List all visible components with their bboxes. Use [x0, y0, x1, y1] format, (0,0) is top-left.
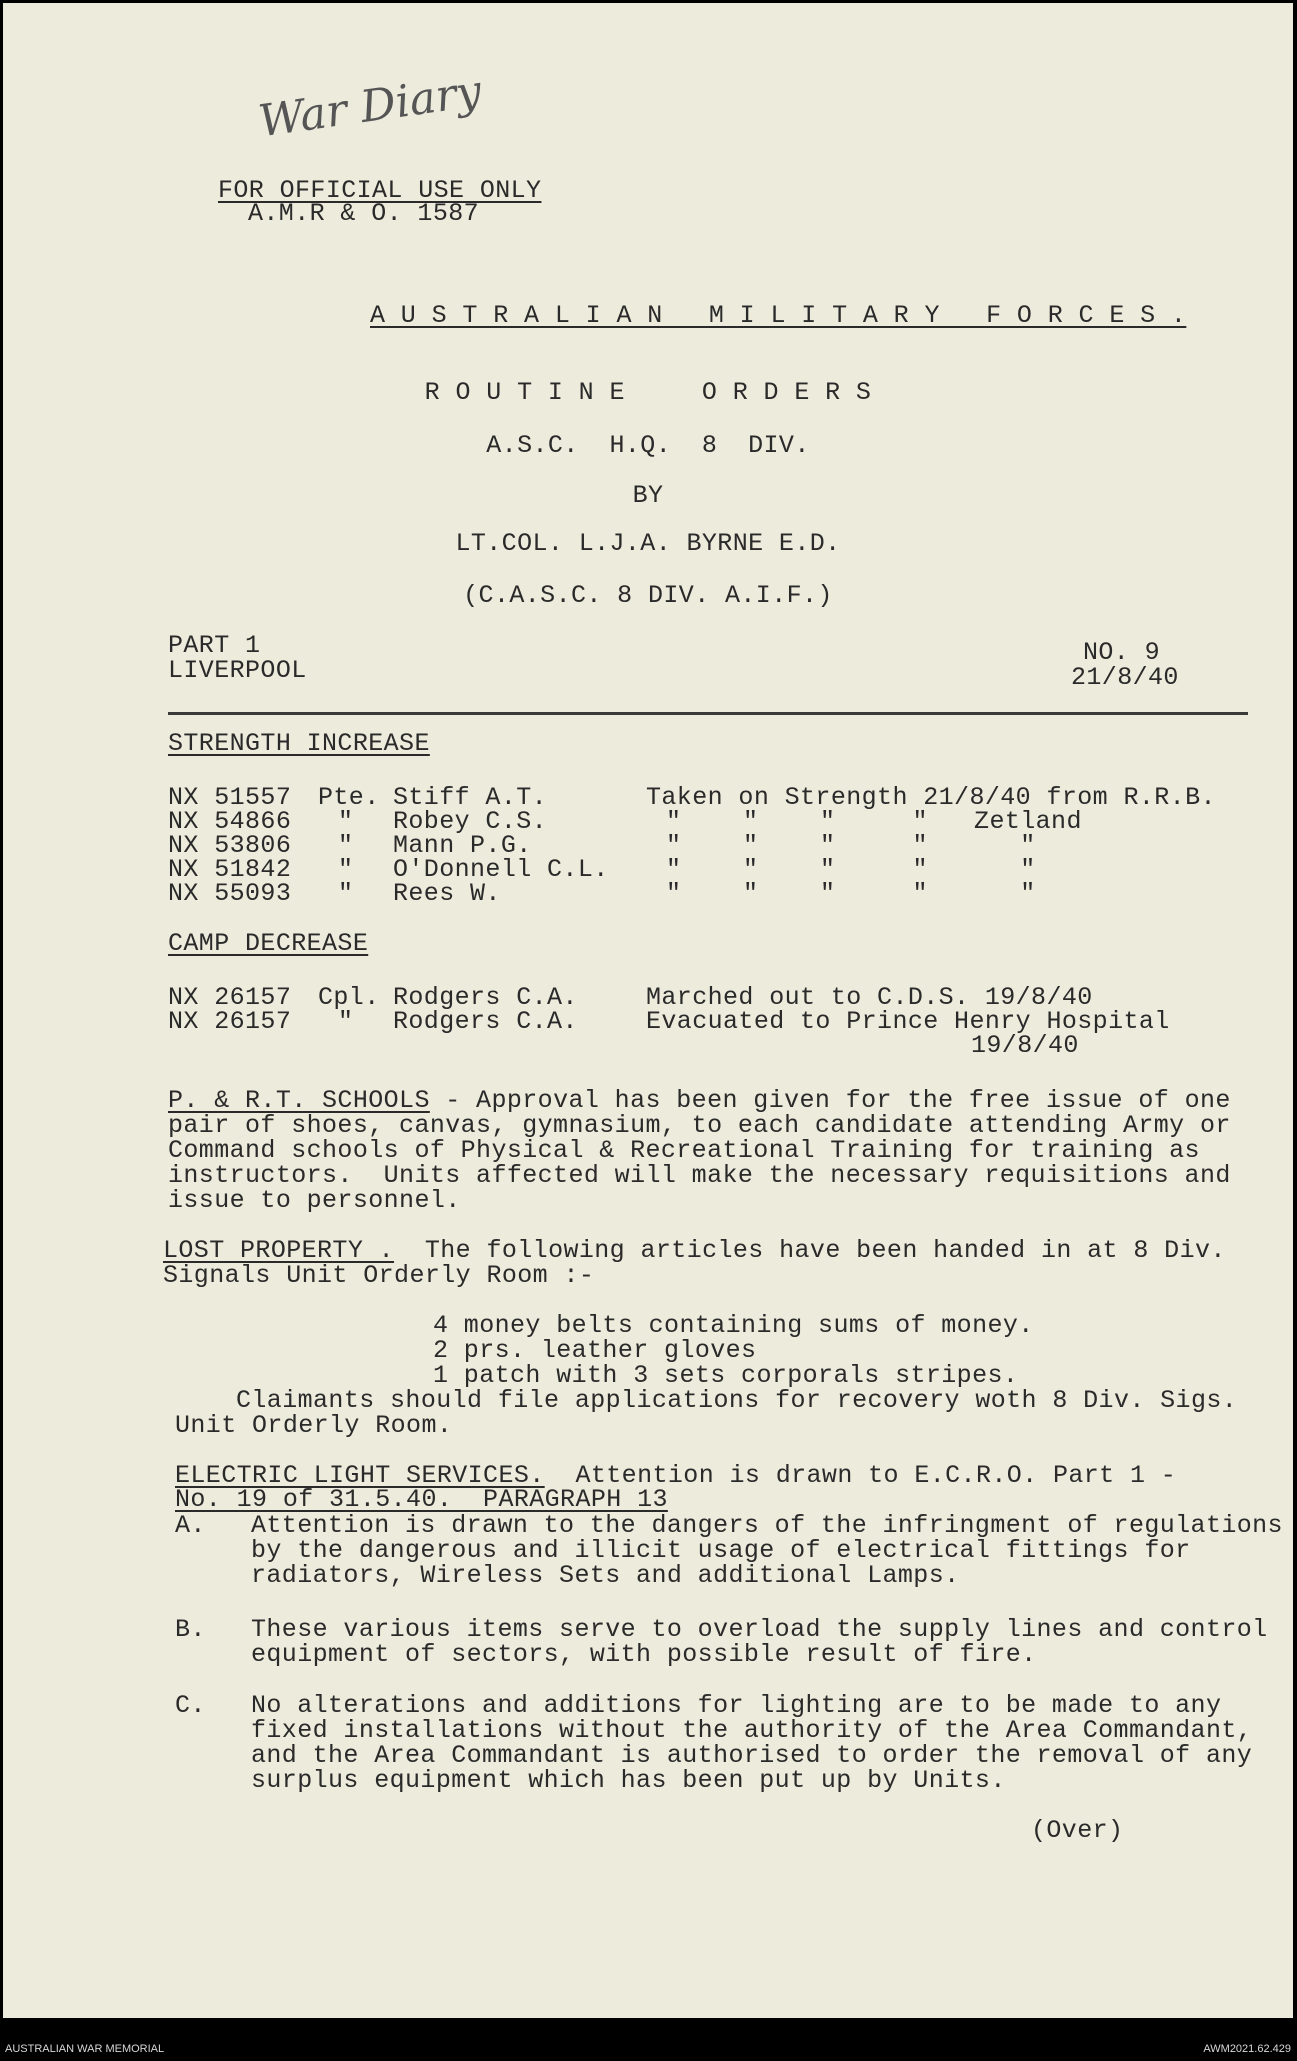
- service-number: NX 53806: [168, 831, 292, 860]
- rank: Pte.: [318, 783, 380, 812]
- rank: ": [338, 807, 354, 836]
- command-line: (C.A.S.C. 8 DIV. A.I.F.): [463, 581, 833, 610]
- rank: ": [338, 831, 354, 860]
- service-number: NX 26157: [168, 1007, 292, 1036]
- rank: Cpl.: [318, 983, 380, 1012]
- paragraph-line: Command schools of Physical & Recreational Training for training as: [168, 1136, 1200, 1165]
- paragraph-line: Claimants should file applications for recovery woth 8 Div. Sigs.: [236, 1386, 1238, 1415]
- paragraph-line: instructors. Units affected will make the necessary requisitions and: [168, 1161, 1231, 1190]
- paragraph-line: The following articles have been handed in at 8 Div.: [394, 1236, 1226, 1265]
- handwritten-note: War Diary: [255, 65, 485, 148]
- remark: " " " " ": [666, 879, 1036, 908]
- list-item: 4 money belts containing sums of money.: [433, 1311, 1034, 1340]
- para-letter: C.: [175, 1691, 206, 1720]
- part-label: PART 1: [168, 631, 261, 660]
- amr-reference: A.M.R & O. 1587: [248, 199, 480, 228]
- divider-rule: [168, 712, 1248, 715]
- unit-title: A.S.C. H.Q. 8 DIV.: [486, 431, 810, 460]
- paragraph-line: - Approval has been given for the free issue of one: [429, 1086, 1231, 1115]
- routine-orders-title: R O U T I N E O R D E R S: [424, 378, 872, 407]
- para-letter: B.: [175, 1615, 206, 1644]
- paragraph-line: These various items serve to overload the supply lines and control: [251, 1615, 1268, 1644]
- remark: Taken on Strength 21/8/40 from R.R.B.: [646, 783, 1216, 812]
- remark: " " " " ": [666, 855, 1036, 884]
- rank: ": [338, 879, 354, 908]
- service-number: NX 51557: [168, 783, 292, 812]
- remark-continuation: 19/8/40: [971, 1031, 1079, 1060]
- soldier-name: Robey C.S.: [393, 807, 548, 836]
- paragraph-line: and the Area Commandant is authorised to order the removal of any: [251, 1741, 1253, 1770]
- by-line: BY: [632, 481, 664, 510]
- paragraph-line: radiators, Wireless Sets and additional Lamps.: [251, 1561, 960, 1590]
- paragraph-line: by the dangerous and illicit usage of electrical fittings for: [251, 1536, 1191, 1565]
- service-number: NX 54866: [168, 807, 292, 836]
- paragraph-line: surplus equipment which has been put up by Units.: [251, 1766, 1006, 1795]
- soldier-name: Rodgers C.A.: [393, 983, 578, 1012]
- document-page: [3, 3, 1293, 2018]
- paragraph-line: No alterations and additions for lighting are to be made to any: [251, 1691, 1222, 1720]
- paragraph-line: pair of shoes, canvas, gymnasium, to each candidate attending Army or: [168, 1111, 1231, 1140]
- place-label: LIVERPOOL: [168, 656, 307, 685]
- footer-right: AWM2021.62.429: [1203, 2043, 1291, 2055]
- service-number: NX 26157: [168, 983, 292, 1012]
- remark: Marched out to C.D.S. 19/8/40: [646, 983, 1093, 1012]
- soldier-name: Stiff A.T.: [393, 783, 548, 812]
- para-letter: A.: [175, 1511, 206, 1540]
- strength-increase-heading: STRENGTH INCREASE: [168, 729, 430, 758]
- forces-title: A U S T R A L I A N M I L I T A R Y F O R C E S .: [370, 301, 1187, 330]
- soldier-name: O'Donnell C.L.: [393, 855, 609, 884]
- list-item: 1 patch with 3 sets corporals stripes.: [433, 1361, 1019, 1390]
- order-number: NO. 9: [1083, 638, 1161, 667]
- camp-decrease-heading: CAMP DECREASE: [168, 929, 369, 958]
- remark: Evacuated to Prince Henry Hospital: [646, 1007, 1170, 1036]
- paragraph-line: Attention is drawn to the dangers of the infringment of regulations: [251, 1511, 1283, 1540]
- paragraph-line: Attention is drawn to E.C.R.O. Part 1 -: [544, 1461, 1177, 1490]
- order-date: 21/8/40: [1071, 663, 1179, 692]
- list-item: 2 prs. leather gloves: [433, 1336, 757, 1365]
- footer-left: AUSTRALIAN WAR MEMORIAL: [5, 2043, 165, 2055]
- paragraph-line: equipment of sectors, with possible result of fire.: [251, 1640, 1037, 1669]
- remark: " " " " ": [666, 831, 1036, 860]
- remark: " " " " Zetland: [666, 807, 1082, 836]
- rank: ": [338, 855, 354, 884]
- soldier-name: Rodgers C.A.: [393, 1007, 578, 1036]
- over-marker: (Over): [1031, 1816, 1124, 1845]
- rank: ": [338, 1007, 354, 1036]
- paragraph-line: issue to personnel.: [168, 1186, 461, 1215]
- paragraph-line: fixed installations without the authority of the Area Commandant,: [251, 1716, 1253, 1745]
- service-number: NX 55093: [168, 879, 292, 908]
- lost-property-heading: LOST PROPERTY .: [163, 1236, 395, 1265]
- electric-heading: ELECTRIC LIGHT SERVICES.: [175, 1461, 545, 1490]
- officer-line: LT.COL. L.J.A. BYRNE E.D.: [455, 529, 841, 558]
- official-use-line: FOR OFFICIAL USE ONLY: [218, 176, 542, 205]
- soldier-name: Mann P.G.: [393, 831, 532, 860]
- soldier-name: Rees W.: [393, 879, 501, 908]
- paragraph-line: Unit Orderly Room.: [175, 1411, 453, 1440]
- pr-schools-heading: P. & R.T. SCHOOLS: [168, 1086, 430, 1115]
- paragraph-line: Signals Unit Orderly Room :-: [163, 1261, 595, 1290]
- service-number: NX 51842: [168, 855, 292, 884]
- paragraph-line: No. 19 of 31.5.40. PARAGRAPH 13: [175, 1485, 668, 1514]
